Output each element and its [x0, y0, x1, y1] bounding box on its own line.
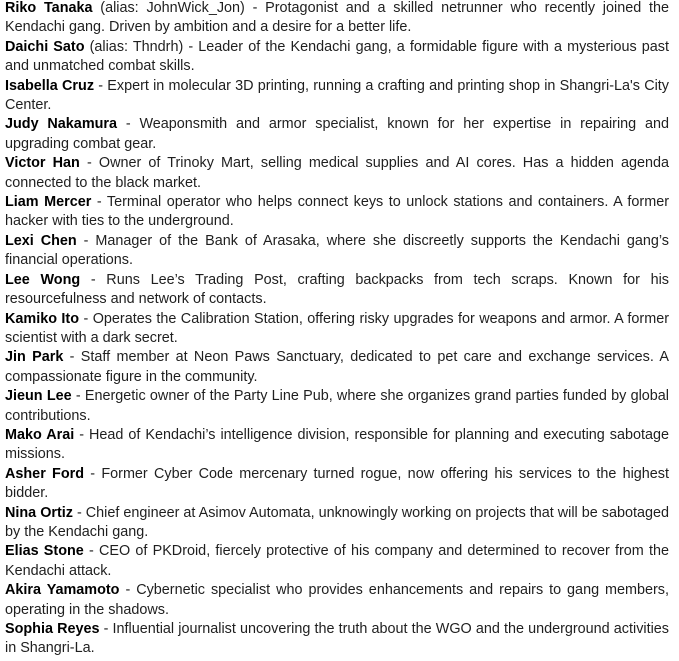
- character-entry: [5, 38, 669, 77]
- character-description: - Manager of the Bank of Arasaka, where she discreetly supports the Kendachi gang’s financial operations.: [5, 232, 669, 269]
- character-entry: [5, 620, 669, 659]
- character-description: - Influential journalist uncovering the truth about the WGO and the underground activities in Shangri-La.: [5, 621, 669, 657]
- character-entry: [5, 426, 669, 465]
- character-entry: [5, 115, 669, 154]
- character-entry: [5, 0, 669, 38]
- character-entry: [5, 465, 669, 504]
- character-description: (alias: JohnWick_Jon) - Protagonist and a skilled netrunner who recently joined the Kendachi gang. Driven by ambition and a desire for a better life.: [5, 0, 669, 36]
- character-name: Nina Ortiz: [5, 504, 73, 521]
- character-description: - Head of Kendachi’s intelligence division, responsible for planning and executing sabotage missions.: [5, 426, 669, 463]
- character-name: Akira Yamamoto: [5, 582, 120, 599]
- character-entry: [5, 154, 669, 193]
- character-name: Mako Arai: [5, 426, 75, 443]
- character-name: Asher Ford: [5, 465, 85, 482]
- character-entry: [5, 193, 669, 232]
- character-description: - Cybernetic specialist who provides enhancements and repairs to gang members, operating in the shadows.: [5, 582, 670, 618]
- character-entry: [5, 348, 669, 387]
- character-name: Lee Wong: [5, 271, 81, 288]
- character-name: Liam Mercer: [5, 194, 92, 211]
- character-description: - Weaponsmith and armor specialist, known for her expertise in repairing and upgrading combat gear.: [5, 116, 669, 152]
- character-description: - Terminal operator who helps connect keys to unlock stations and containers. A former hacker with ties to the underground.: [5, 194, 669, 230]
- character-entry: [5, 77, 669, 116]
- character-name: Sophia Reyes: [5, 621, 100, 637]
- character-name: Riko Tanaka: [5, 0, 93, 16]
- character-name: Lexi Chen: [5, 232, 77, 249]
- character-name: Elias Stone: [5, 543, 84, 560]
- character-description: - Chief engineer at Asimov Automata, unknowingly working on projects that will be sabotaged by the Kendachi gang.: [5, 504, 669, 540]
- character-entry: [5, 232, 669, 271]
- character-description: - Energetic owner of the Party Line Pub, where she organizes grand parties funded by global contributions.: [5, 388, 669, 424]
- character-name: Jin Park: [5, 349, 64, 366]
- character-entry: [5, 542, 669, 581]
- character-name: Jieun Lee: [5, 388, 72, 405]
- character-name: Isabella Cruz: [5, 77, 95, 94]
- character-description: - CEO of PKDroid, fiercely protective of his company and determined to recover from the Kendachi attack.: [5, 543, 670, 579]
- character-description: (alias: Thndrh) - Leader of the Kendachi gang, a formidable figure with a mysterious past and unmatched combat skills.: [5, 38, 670, 75]
- character-entry: [5, 387, 669, 426]
- character-description: - Runs Lee’s Trading Post, crafting backpacks from tech scraps. Known for his resourcefulness and network of contacts.: [5, 271, 669, 308]
- character-description: - Operates the Calibration Station, offering risky upgrades for weapons and armor. A former scientist with a dark secret.: [5, 310, 670, 346]
- character-description: - Expert in molecular 3D printing, running a crafting and printing shop in Shangri-La's City Center.: [5, 77, 669, 114]
- character-name: Kamiko Ito: [5, 310, 80, 327]
- character-name: Daichi Sato: [5, 38, 85, 55]
- character-list: [5, 0, 669, 659]
- character-name: Victor Han: [5, 155, 80, 172]
- character-entry: [5, 271, 669, 310]
- character-description: - Staff member at Neon Paws Sanctuary, dedicated to pet care and exchange services. A compassionate figure in the community.: [5, 349, 670, 385]
- character-description: - Former Cyber Code mercenary turned rogue, now offering his services to the highest bidder.: [5, 465, 669, 502]
- character-entry: [5, 310, 669, 349]
- character-entry: [5, 504, 669, 543]
- character-entry: [5, 581, 669, 620]
- character-description: - Owner of Trinoky Mart, selling medical supplies and AI cores. Has a hidden agenda connected to the black market.: [5, 155, 669, 191]
- character-name: Judy Nakamura: [5, 116, 118, 133]
